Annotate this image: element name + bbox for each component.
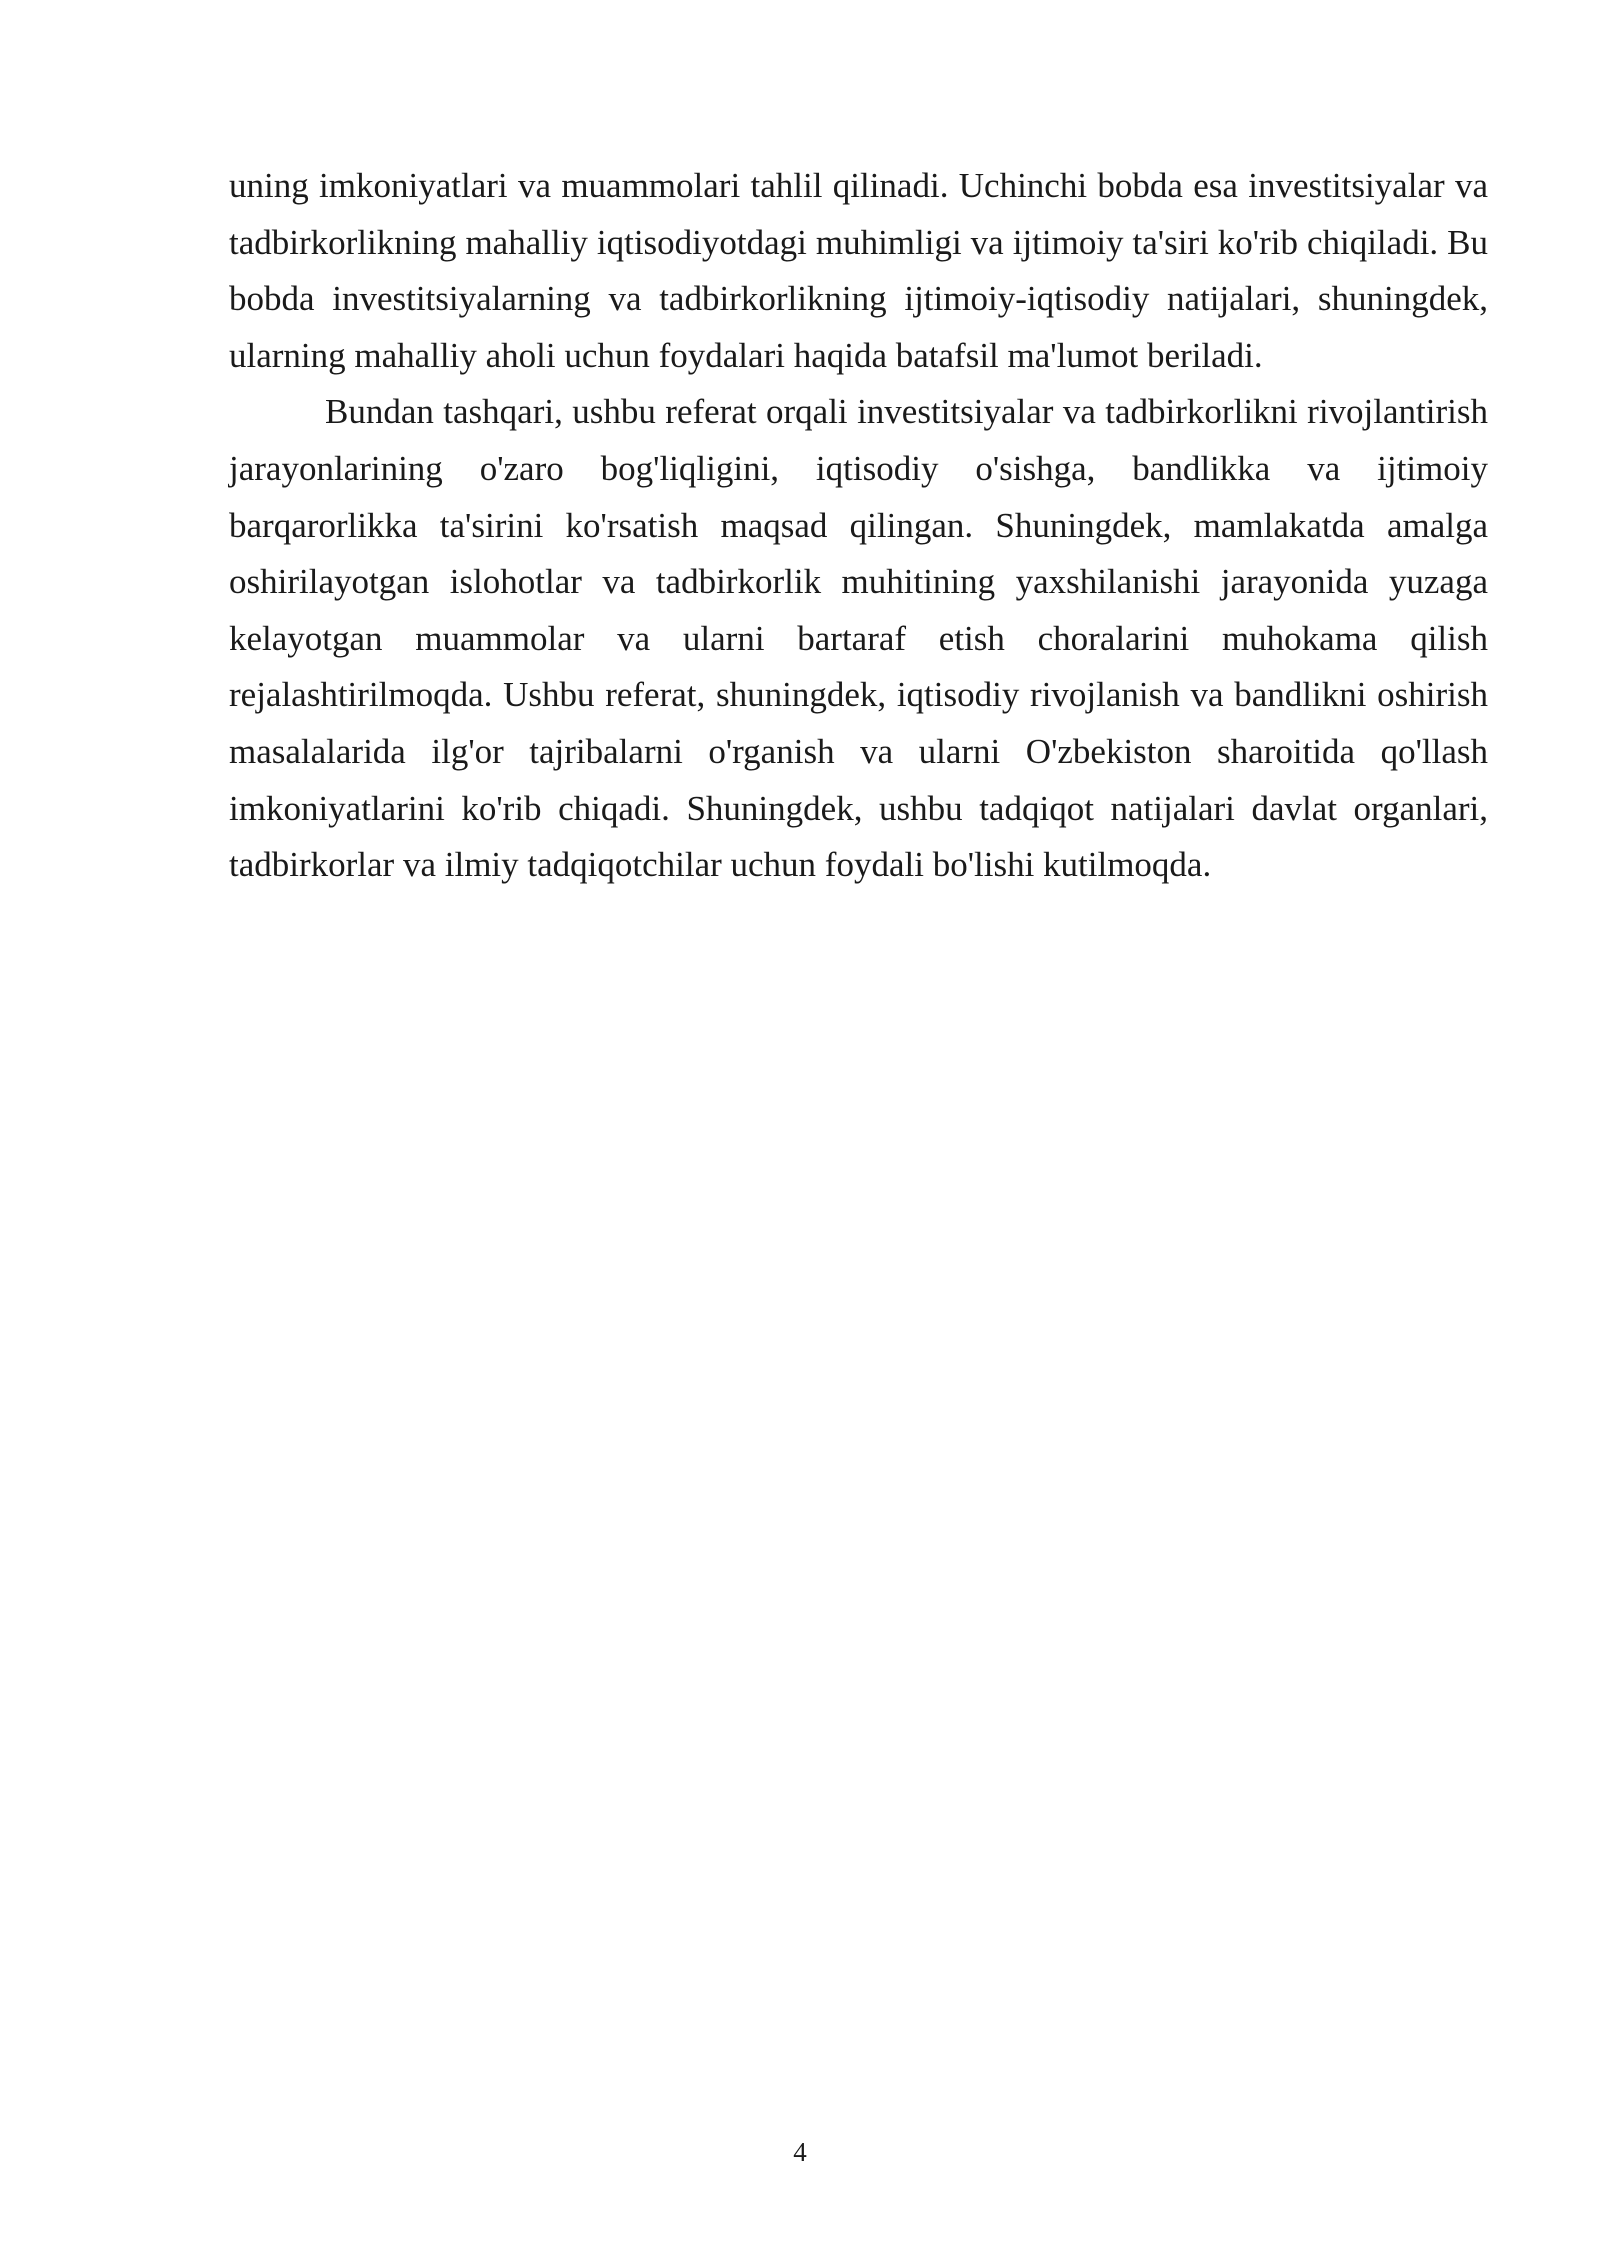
paragraph-continuation: uning imkoniyatlari va muammolari tahlil qilinadi. Uchinchi bobda esa investitsiyalar va tadbirkorlikning mahalliy iqtisodiyotdagi muhimligi va ijtimoiy ta'siri ko'rib chiqiladi. Bu bobda investitsiyalarning va tadbirkorlikning ijtimoiy-iqtisodiy natijalari, shuningdek, ularning mahalliy aholi uchun foydalari haqida batafsil ma'lumot beriladi. (229, 166, 1488, 375)
page-number: 4 (793, 2137, 807, 2167)
body-text (229, 158, 1488, 894)
paragraph: Bundan tashqari, ushbu referat orqali investitsiyalar va tadbirkorlikni rivojlantirish jarayonlarining o'zaro bog'liqligini, iqtisodiy o'sishga, bandlikka va ijtimoiy barqarorlikka ta'sirini ko'rsatish maqsad qilingan. Shuningdek, mamlakatda amalga oshirilayotgan islohotlar va tadbirkorlik muhitining yaxshilanishi jarayonida yuzaga kelayotgan muammolar va ularni bartaraf etish choralarini muhokama qilish rejalashtirilmoqda. Ushbu referat, shuningdek, iqtisodiy rivojlanish va bandlikni oshirish masalalarida ilg'or tajribalarni o'rganish va ularni O'zbekiston sharoitida qo'llash imkoniyatlarini ko'rib chiqadi. Shuningdek, ushbu tadqiqot natijalari davlat organlari, tadbirkorlar va ilmiy tadqiqotchilar uchun foydali bo'lishi kutilmoqda. (229, 392, 1488, 885)
